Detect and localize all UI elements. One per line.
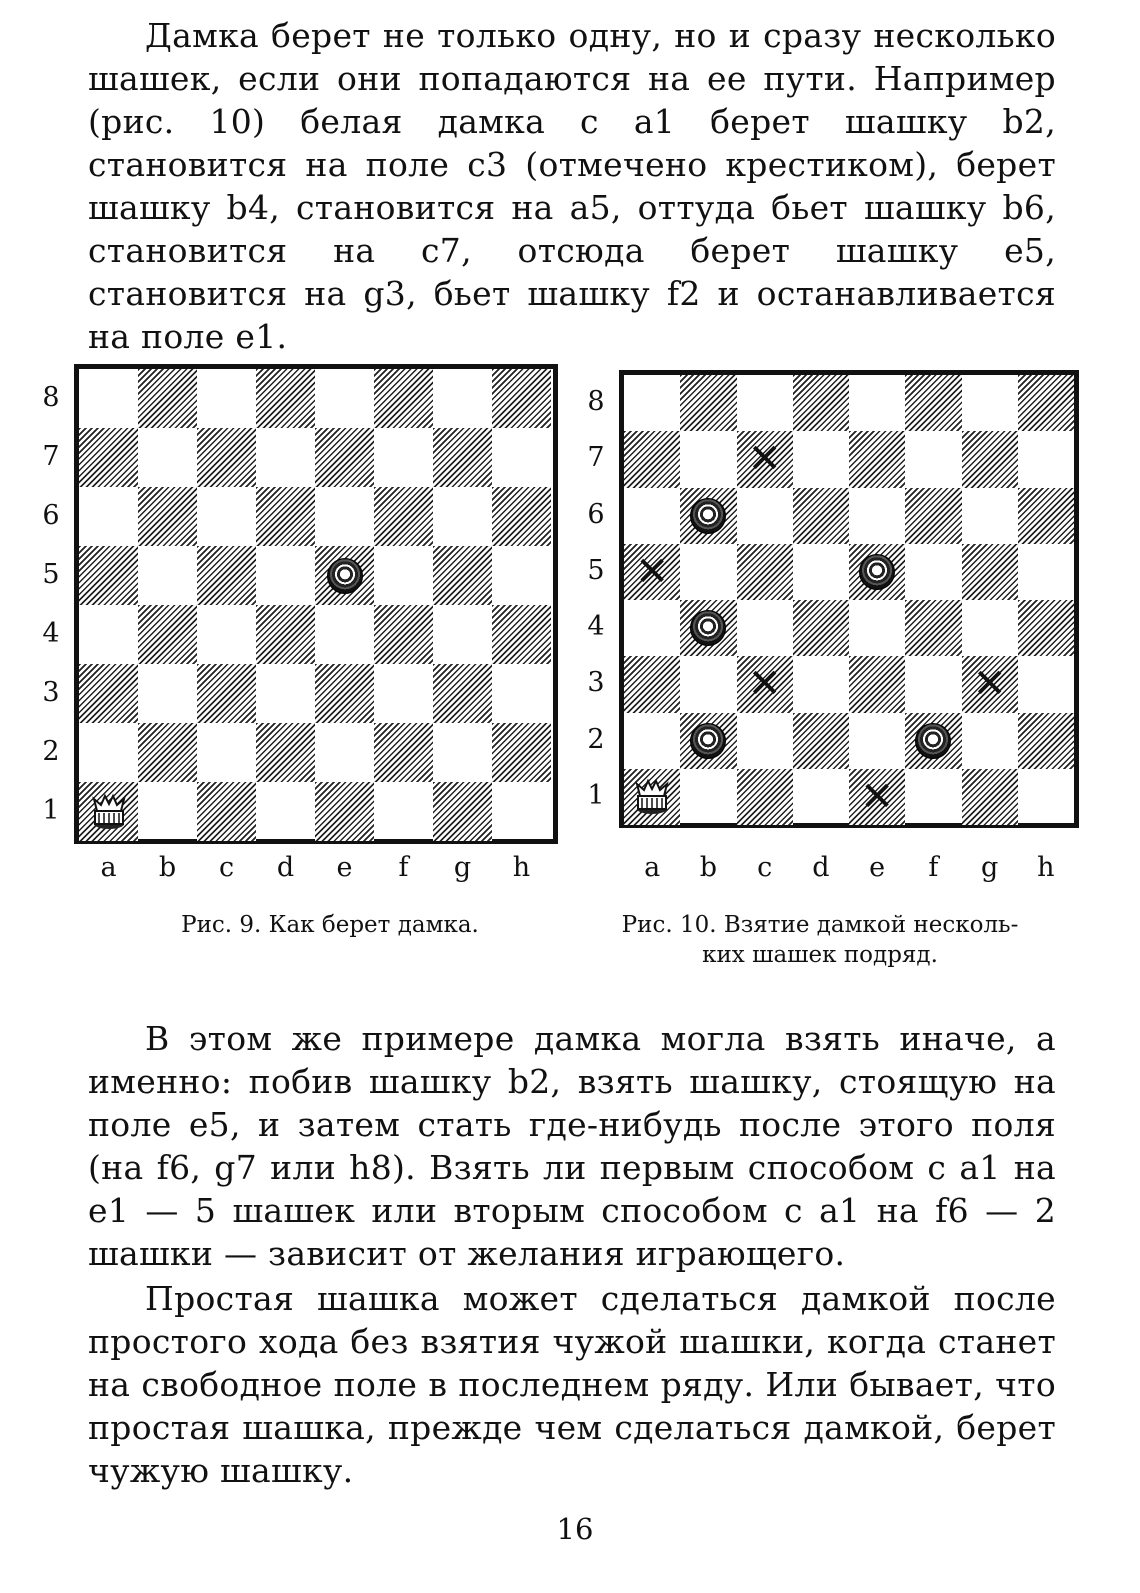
square-f5 [905, 544, 961, 600]
square-d3 [793, 656, 849, 712]
square-f1 [374, 782, 433, 841]
rank-label: 2 [42, 735, 60, 767]
square-b3 [138, 664, 197, 723]
file-label: c [218, 852, 235, 883]
square-e6 [849, 488, 905, 544]
square-a2 [79, 723, 138, 782]
caption-fig10-line2: ких шашек подряд. [702, 942, 938, 968]
cross-mark-icon: ✕ [972, 661, 1007, 708]
square-c5 [737, 544, 793, 600]
file-label: e [869, 852, 886, 883]
square-a6 [79, 487, 138, 546]
square-c4 [197, 605, 256, 664]
square-a3 [624, 656, 680, 712]
rank-label: 6 [587, 498, 605, 530]
file-label: g [453, 852, 472, 883]
square-g5 [962, 544, 1018, 600]
square-g2 [962, 713, 1018, 769]
square-f8 [374, 369, 433, 428]
square-g8 [433, 369, 492, 428]
square-c8 [737, 375, 793, 431]
square-d5 [256, 546, 315, 605]
file-label: a [644, 852, 661, 883]
square-d1 [793, 769, 849, 825]
square-d4 [793, 600, 849, 656]
rank-label: 4 [587, 611, 605, 643]
square-c7 [197, 428, 256, 487]
page-number: 16 [556, 1512, 594, 1546]
square-h7 [492, 428, 551, 487]
rank-label: 8 [587, 386, 605, 418]
square-a6 [624, 488, 680, 544]
square-e2 [849, 713, 905, 769]
square-g2 [433, 723, 492, 782]
square-e7 [315, 428, 374, 487]
square-b1 [138, 782, 197, 841]
square-f4 [905, 600, 961, 656]
square-d1 [256, 782, 315, 841]
file-label: h [1037, 852, 1055, 883]
square-f6 [905, 488, 961, 544]
square-d6 [793, 488, 849, 544]
square-a8 [624, 375, 680, 431]
file-label: a [100, 852, 117, 883]
square-c4 [737, 600, 793, 656]
file-label: c [757, 852, 773, 883]
square-e8 [315, 369, 374, 428]
square-d5 [793, 544, 849, 600]
square-h3 [492, 664, 551, 723]
square-h8 [492, 369, 551, 428]
square-g7 [962, 431, 1018, 487]
file-label: b [699, 852, 718, 883]
rank-label: 3 [587, 667, 605, 699]
square-f8 [905, 375, 961, 431]
cross-mark-icon: ✕ [635, 548, 669, 595]
square-e8 [849, 375, 905, 431]
square-b6 [138, 487, 197, 546]
square-g5 [433, 546, 492, 605]
checker-piece-icon [859, 554, 895, 590]
square-c1 [737, 769, 793, 825]
square-b5 [680, 544, 736, 600]
square-e1 [315, 782, 374, 841]
file-label: b [158, 852, 177, 883]
square-h2 [492, 723, 551, 782]
file-label: d [812, 852, 830, 883]
square-h5 [492, 546, 551, 605]
rank-label: 2 [587, 723, 605, 755]
square-h3 [1018, 656, 1074, 712]
square-d2 [256, 723, 315, 782]
square-b8 [680, 375, 736, 431]
square-b1 [680, 769, 736, 825]
crown-king-icon [633, 778, 671, 816]
square-f2 [374, 723, 433, 782]
square-f3 [374, 664, 433, 723]
paragraph-3: Простая шашка может сделаться дамкой после простого хода без взятия чужой шашки, когда станет на свободное поле в последнем ряду. Или бывает, что простая шашка, прежде чем сделаться дамкой, берет чужую шашку. [88, 1279, 1056, 1490]
square-g8 [962, 375, 1018, 431]
square-f3 [905, 656, 961, 712]
square-h7 [1018, 431, 1074, 487]
cross-mark-icon: ✕ [860, 773, 894, 820]
square-a8 [79, 369, 138, 428]
rank-label: 6 [42, 499, 60, 531]
square-a2 [624, 713, 680, 769]
checker-piece-icon [690, 723, 726, 759]
square-d6 [256, 487, 315, 546]
square-d8 [793, 375, 849, 431]
square-b2 [138, 723, 197, 782]
square-b5 [138, 546, 197, 605]
square-h6 [492, 487, 551, 546]
file-label: h [512, 852, 531, 883]
file-label: d [276, 852, 295, 883]
square-f5 [374, 546, 433, 605]
square-a5 [79, 546, 138, 605]
square-f7 [905, 431, 961, 487]
square-d7 [256, 428, 315, 487]
rank-label: 1 [587, 779, 605, 811]
square-d3 [256, 664, 315, 723]
square-f7 [374, 428, 433, 487]
checker-piece-icon [690, 498, 726, 534]
square-b7 [680, 431, 736, 487]
square-g4 [433, 605, 492, 664]
square-d8 [256, 369, 315, 428]
square-g3 [433, 664, 492, 723]
checker-piece-icon [915, 723, 951, 759]
square-h5 [1018, 544, 1074, 600]
square-g1 [433, 782, 492, 841]
square-e2 [315, 723, 374, 782]
file-label: f [928, 852, 939, 883]
cross-mark-icon: ✕ [747, 436, 782, 483]
paragraph-1: Дамка берет не только одну, но и сразу несколько шашек, если они попадаются на ее пути. Например (рис. 10) белая дамка с a1 берет шашку b2, становится на поле c3 (отмечено крестиком), берет шашку b4, становится на a5, оттуда бьет шашку b6, становится на c7, отсюда берет шашку e5, становится на g3, бьет шашку f2 и останавливается на поле e1. [88, 16, 1056, 356]
rank-label: 3 [42, 676, 60, 708]
square-e3 [315, 664, 374, 723]
cross-mark-icon: ✕ [747, 661, 782, 708]
file-label: g [980, 852, 999, 883]
square-a3 [79, 664, 138, 723]
rank-label: 4 [42, 617, 60, 649]
board-fig9 [74, 364, 558, 844]
square-c8 [197, 369, 256, 428]
square-h2 [1018, 713, 1074, 769]
caption-fig10-line1: Рис. 10. Взятие дамкой несколь- [621, 912, 1019, 938]
square-b7 [138, 428, 197, 487]
square-c1 [197, 782, 256, 841]
square-h1 [1018, 769, 1074, 825]
square-b4 [138, 605, 197, 664]
file-label: e [336, 852, 353, 883]
square-f6 [374, 487, 433, 546]
board-fig10 [619, 370, 1079, 828]
square-b3 [680, 656, 736, 712]
caption-fig10 [575, 910, 1065, 970]
square-a7 [624, 431, 680, 487]
square-e4 [315, 605, 374, 664]
square-h6 [1018, 488, 1074, 544]
square-g6 [433, 487, 492, 546]
rank-label: 5 [42, 558, 60, 590]
rank-label: 1 [42, 794, 60, 826]
caption-fig9: Рис. 9. Как берет дамка. [181, 912, 479, 938]
rank-label: 7 [587, 442, 605, 474]
rank-label: 7 [42, 440, 60, 472]
square-c5 [197, 546, 256, 605]
square-g7 [433, 428, 492, 487]
rank-label: 5 [587, 554, 605, 586]
checker-piece-icon [327, 558, 363, 594]
square-f1 [905, 769, 961, 825]
square-a7 [79, 428, 138, 487]
square-d4 [256, 605, 315, 664]
square-h4 [492, 605, 551, 664]
file-label: f [398, 852, 409, 883]
square-c3 [197, 664, 256, 723]
square-e4 [849, 600, 905, 656]
square-g6 [962, 488, 1018, 544]
square-b8 [138, 369, 197, 428]
square-a4 [624, 600, 680, 656]
square-c6 [737, 488, 793, 544]
rank-label: 8 [42, 381, 60, 413]
square-e7 [849, 431, 905, 487]
paragraph-2: В этом же примере дамка могла взять иначе, а именно: побив шашку b2, взять шашку, стоящую на поле e5, и затем стать где-нибудь после этого поля (на f6, g7 или h8). Взять ли первым способом с a1 на e1 — 5 шашек или вторым способом с a1 на f6 — 2 шашки — зависит от желания играющего. [88, 1019, 1056, 1273]
square-f4 [374, 605, 433, 664]
square-h4 [1018, 600, 1074, 656]
crown-king-icon [90, 793, 128, 831]
square-g4 [962, 600, 1018, 656]
square-h8 [1018, 375, 1074, 431]
square-c2 [737, 713, 793, 769]
square-d2 [793, 713, 849, 769]
square-c2 [197, 723, 256, 782]
square-e3 [849, 656, 905, 712]
square-c6 [197, 487, 256, 546]
square-d7 [793, 431, 849, 487]
square-e6 [315, 487, 374, 546]
square-h1 [492, 782, 551, 841]
square-g1 [962, 769, 1018, 825]
square-a4 [79, 605, 138, 664]
